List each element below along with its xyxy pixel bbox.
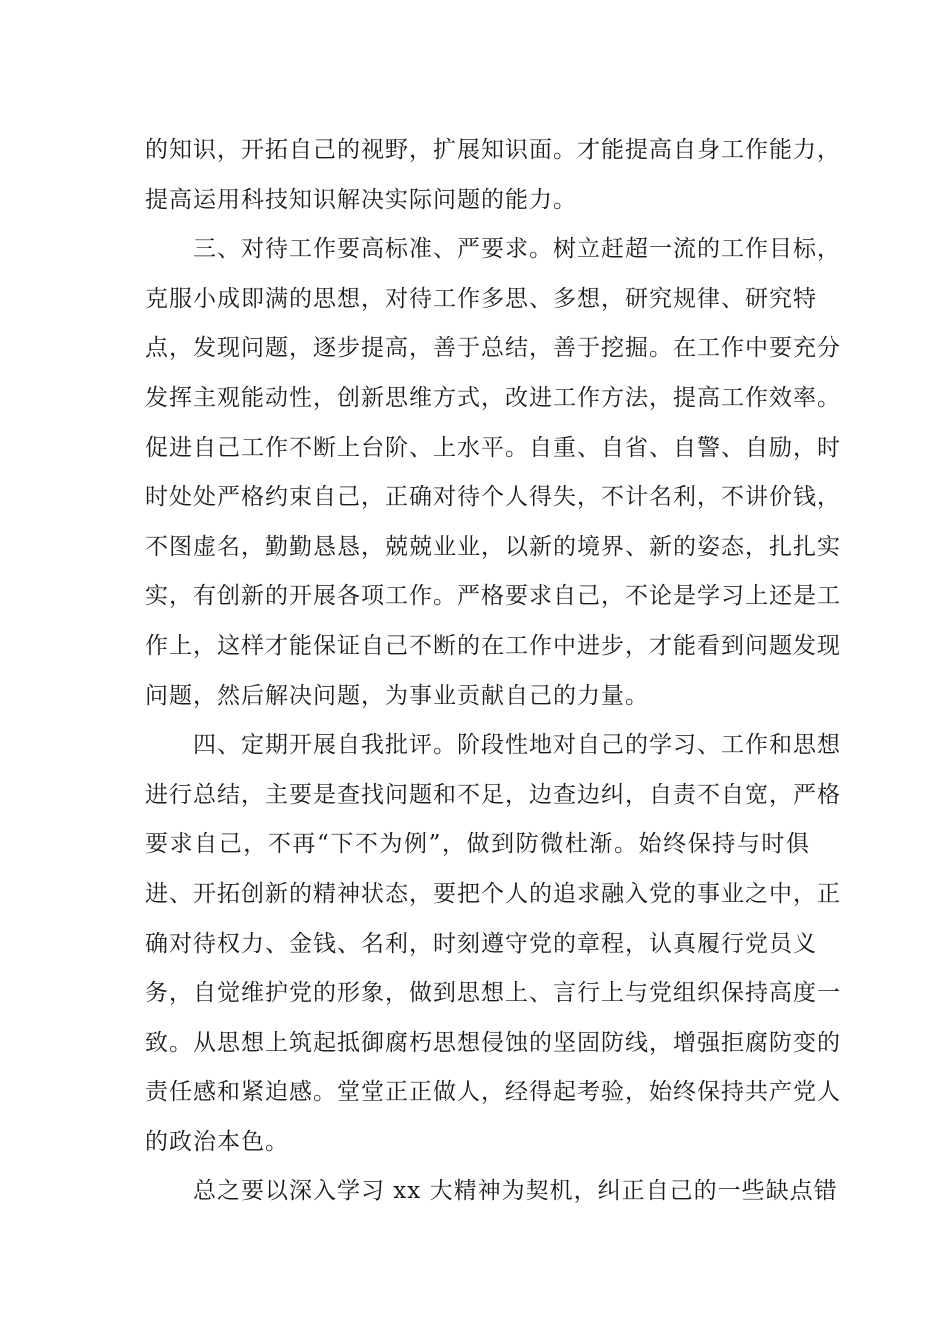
text-line: 发挥主观能动性，创新思维方式，改进工作方法，提高工作效率。 <box>145 384 841 411</box>
text-line: 务，自觉维护党的形象，做到思想上、言行上与党组织保持高度一 <box>145 980 841 1007</box>
text-line: 实，有创新的开展各项工作。严格要求自己，不论是学习上还是工 <box>145 583 841 610</box>
text-line: 进行总结，主要是查找问题和不足，边查边纠，自责不自宽，严格 <box>145 781 841 808</box>
text-line: 作上，这样才能保证自己不断的在工作中进步，才能看到问题发现 <box>145 632 841 659</box>
text-line: 四、定期开展自我批评。阶段性地对自己的学习、工作和思想 <box>193 732 841 759</box>
text-line: 促进自己工作不断上台阶、上水平。自重、自省、自警、自励，时 <box>145 434 841 461</box>
text-line: 点，发现问题，逐步提高，善于总结，善于挖掘。在工作中要充分 <box>145 335 841 362</box>
text-line: 致。从思想上筑起抵御腐朽思想侵蚀的坚固防线，增强拒腐防变的 <box>145 1029 841 1056</box>
text-line: 要求自己，不再“下不为例”，做到防微杜渐。始终保持与时俱 <box>145 831 810 858</box>
text-line: 三、对待工作要高标准、严要求。树立赶超一流的工作目标， <box>193 236 841 263</box>
body-text <box>145 126 841 1217</box>
text-line: 问题，然后解决问题，为事业贡献自己的力量。 <box>145 682 649 709</box>
text-line: 克服小成即满的思想，对待工作多思、多想，研究规律、研究特 <box>145 285 817 312</box>
text-line: 总之要以深入学习 xx 大精神为契机，纠正自己的一些缺点错 <box>193 1178 838 1205</box>
text-line: 不图虚名，勤勤恳恳，兢兢业业，以新的境界、新的姿态，扎扎实 <box>145 533 841 560</box>
text-line: 的政治本色。 <box>145 1128 289 1155</box>
text-line: 进、开拓创新的精神状态，要把个人的追求融入党的事业之中，正 <box>145 880 841 907</box>
text-line: 责任感和紧迫感。堂堂正正做人，经得起考验，始终保持共产党人 <box>145 1079 841 1106</box>
text-line: 时处处严格约束自己，正确对待个人得失，不计名利，不讲价钱， <box>145 484 841 511</box>
text-line: 提高运用科技知识解决实际问题的能力。 <box>145 186 577 213</box>
text-line: 确对待权力、金钱、名利，时刻遵守党的章程，认真履行党员义 <box>145 930 817 957</box>
text-line: 的知识，开拓自己的视野，扩展知识面。才能提高自身工作能力， <box>145 137 841 163</box>
